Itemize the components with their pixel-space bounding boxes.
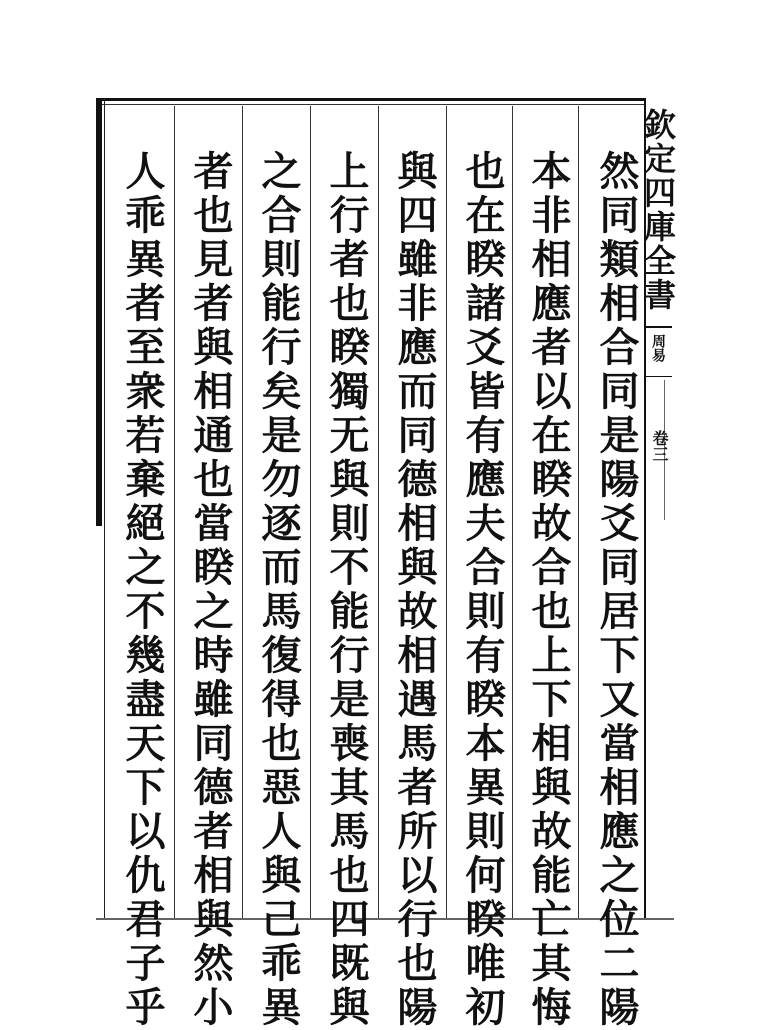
frame-left-border [96,98,102,526]
text-column-6: 之合則能行矣是勿逐而馬復得也惡人與己乖異 [255,150,302,1030]
text-column-4: 與四雖非應而同德相與故相遇馬者所以行也陽 [391,150,438,1030]
column-divider [174,106,175,918]
column-divider [512,106,513,918]
column-divider [446,106,447,918]
text-column-2: 本非相應者以在睽故合也上下相與故能亡其悔 [525,150,572,1030]
column-divider [578,106,579,918]
frame-top-border [96,98,646,101]
column-divider [310,106,311,918]
frame-left-inner-border [104,98,105,918]
text-column-1: 然同類相合同是陽爻同居下又當相應之位二陽 [593,150,640,1030]
column-divider [378,106,379,918]
margin-book-title: 欽定四庫全書 [639,108,677,312]
text-column-7: 者也見者與相通也當睽之時雖同德者相與然小 [187,150,234,1030]
frame-top-inner-border [96,104,646,105]
margin-juan-number: 卷三 [650,430,669,462]
text-column-3: 也在睽諸爻皆有應夫合則有睽本異則何睽唯初 [459,150,506,1030]
text-column-8: 人乖異者至衆若棄絕之不幾盡天下以仇君子乎 [119,150,166,1030]
column-divider [242,106,243,918]
text-column-5: 上行者也睽獨无與則不能行是喪其馬也四既與 [323,150,370,1030]
margin-box-label: 周易 [650,334,666,362]
